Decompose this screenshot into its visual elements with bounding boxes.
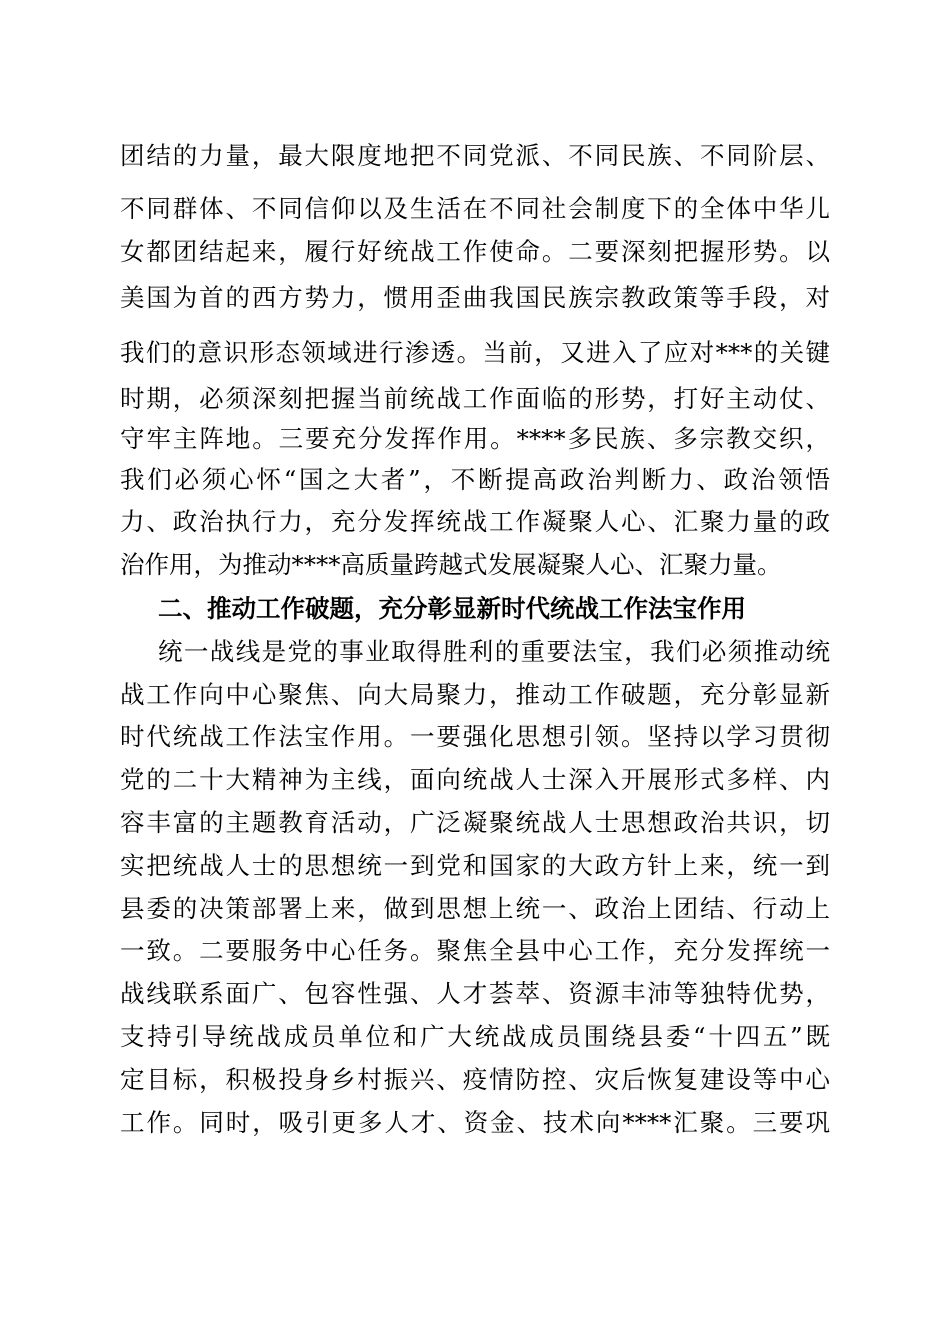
paragraph-line: 时期，必须深刻把握当前统战工作面临的形势，打好主动仗、	[120, 384, 830, 413]
paragraph-line: 工作。同时，吸引更多人才、资金、技术向****汇聚。三要巩	[120, 1108, 830, 1137]
paragraph-line: 美国为首的西方势力，惯用歪曲我国民族宗教政策等手段，对	[120, 283, 830, 312]
paragraph-line: 定目标，积极投身乡村振兴、疫情防控、灾后恢复建设等中心	[120, 1065, 830, 1094]
paragraph-line: 守牢主阵地。三要充分发挥作用。****多民族、多宗教交织，	[120, 424, 830, 453]
paragraph-line: 女都团结起来，履行好统战工作使命。二要深刻把握形势。以	[120, 237, 830, 266]
paragraph-line: 实把统战人士的思想统一到党和国家的大政方针上来，统一到	[120, 851, 830, 880]
paragraph-line: 党的二十大精神为主线，面向统战人士深入开展形式多样、内	[120, 765, 830, 794]
paragraph-line: 统一战线是党的事业取得胜利的重要法宝，我们必须推动统	[158, 637, 830, 666]
paragraph-line: 支持引导统战成员单位和广大统战成员围绕县委“十四五”既	[120, 1022, 830, 1051]
paragraph-line: 我们必须心怀“国之大者”，不断提高政治判断力、政治领悟	[120, 465, 830, 494]
paragraph-line: 容丰富的主题教育活动，广泛凝聚统战人士思想政治共识，切	[120, 808, 830, 837]
paragraph-line: 县委的决策部署上来，做到思想上统一、政治上团结、行动上	[120, 894, 830, 923]
paragraph-line: 力、政治执行力，充分发挥统战工作凝聚人心、汇聚力量的政	[120, 507, 830, 536]
paragraph-line: 战工作向中心聚焦、向大局聚力，推动工作破题，充分彰显新	[120, 680, 830, 709]
paragraph-line: 时代统战工作法宝作用。一要强化思想引领。坚持以学习贯彻	[120, 722, 830, 751]
section-heading: 二、推动工作破题，充分彰显新时代统战工作法宝作用	[158, 594, 746, 623]
paragraph-line: 战线联系面广、包容性强、人才荟萃、资源丰沛等独特优势，	[120, 979, 830, 1008]
paragraph-line: 团结的力量，最大限度地把不同党派、不同民族、不同阶层、	[120, 141, 830, 170]
paragraph-line: 一致。二要服务中心任务。聚焦全县中心工作，充分发挥统一	[120, 936, 830, 965]
paragraph-line: 我们的意识形态领域进行渗透。当前，又进入了应对***的关键	[120, 338, 830, 367]
paragraph-line: 治作用，为推动****高质量跨越式发展凝聚人心、汇聚力量。	[120, 550, 782, 579]
paragraph-line: 不同群体、不同信仰以及生活在不同社会制度下的全体中华儿	[120, 194, 830, 223]
